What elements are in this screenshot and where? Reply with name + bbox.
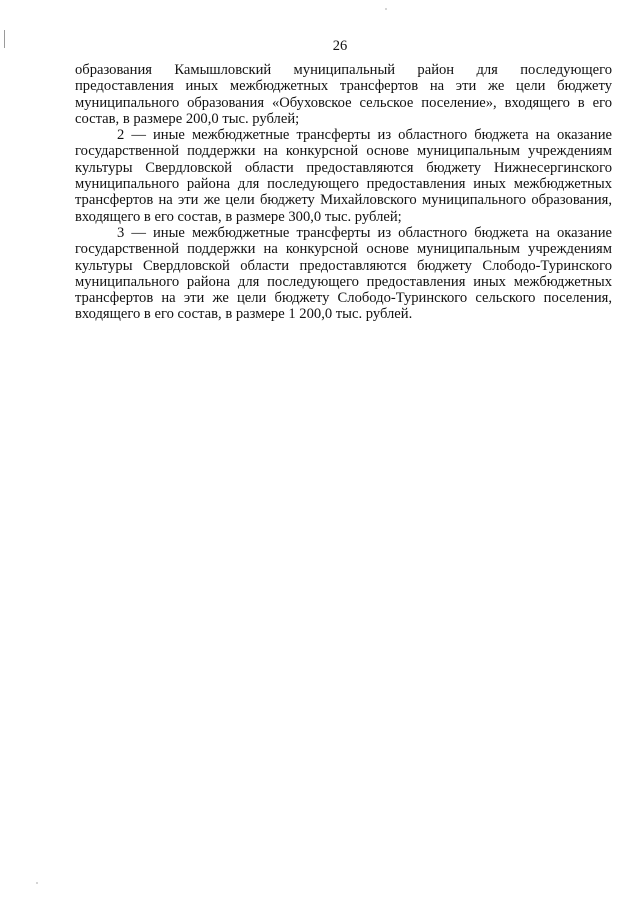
paragraph-item-3: 3 — иные межбюджетные трансферты из областного бюджета на оказание государственной поддержки на конкурсной основе муниципальным учреждениям культуры Свердловской области предоставляются бюджету Слободо-Туринского муниципального района для последующего предоставления иных межбюджетных трансфертов на эти же цели бюджету Слободо-Туринского сельского поселения, входящего в его состав, в размере 1 200,0 тыс. рублей. <box>75 224 612 323</box>
page-number: 26 <box>332 38 348 54</box>
paragraph-continuation: образования Камышловский муниципальный район для последующего предоставления иных межбюджетных трансфертов на эти же цели бюджету муниципального образования «Обуховское сельское поселение», входящего в его состав, в размере 200,0 тыс. рублей; <box>75 62 612 127</box>
paragraph-item-2: 2 — иные межбюджетные трансферты из областного бюджета на оказание государственной поддержки на конкурсной основе муниципальным учреждениям культуры Свердловской области предоставляются бюджету Нижнесергинского муниципального района для последующего предоставления иных межбюджетных трансфертов на эти же цели бюджету Михайловского муниципального образования, входящего в его состав, в размере 300,0 тыс. рублей; <box>75 127 612 225</box>
scan-speck <box>36 882 38 884</box>
scan-speck <box>385 8 387 10</box>
document-body <box>75 62 612 323</box>
